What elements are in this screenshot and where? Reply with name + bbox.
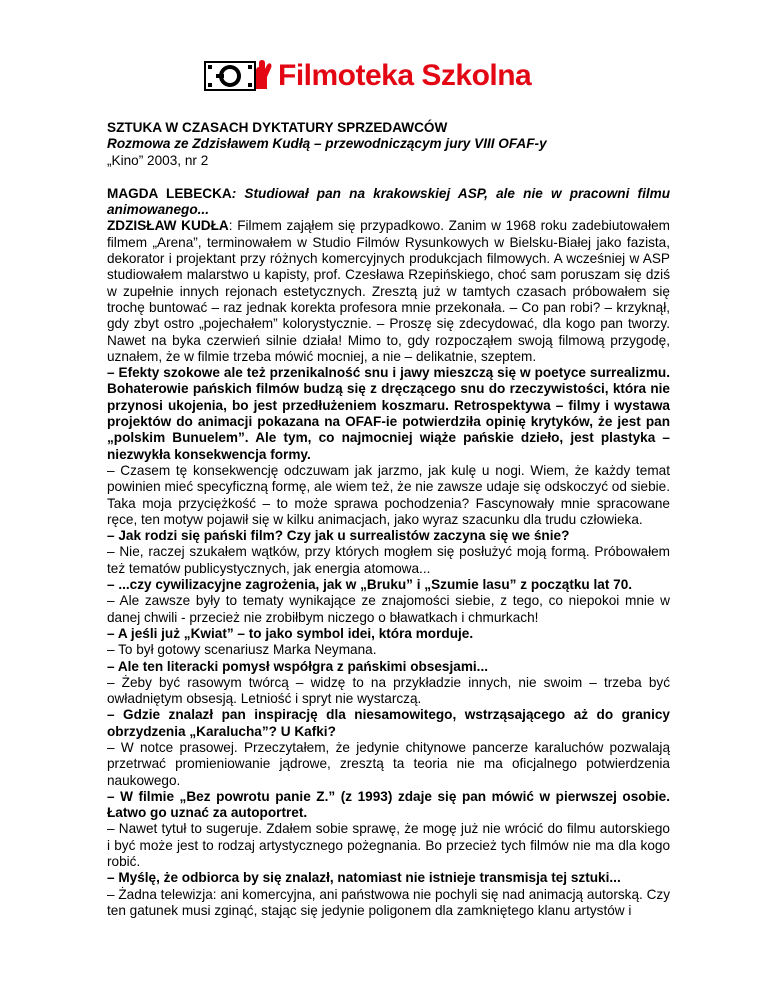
answer: – Czasem tę konsekwencję odczuwam jak jarzmo, jak kulę u nogi. Wiem, że każdy temat powinien mieć specyficzną formę, ale wiem też, że nie zawsze udaje się odskoczyć od siebie. Taka moja przyciężkość – to może sprawa pochodzenia? Fascynowały mnie spracowane ręce, ten motyw pojawił się w kilku animacjach, jako wyraz szacunku dla trudu człowieka. <box>107 462 670 527</box>
answer-1 <box>107 218 670 365</box>
question: – Jak rodzi się pański film? Czy jak u surrealistów zaczyna się we śnie? <box>107 528 570 544</box>
question: – W filmie „Bez powrotu panie Z.” (z 1993) zdaje się pan mówić w pierwszej osobie. Łatwo go uznać za autoportret. <box>107 788 670 821</box>
film-reel-hand-icon <box>204 59 276 93</box>
article-subtitle: Rozmowa ze Zdzisławem Kudłą – przewodniczącym jury VIII OFAF-y <box>107 136 547 152</box>
article <box>107 120 670 919</box>
article-source: „Kino” 2003, nr 2 <box>107 152 209 168</box>
answer: – Ale zawsze były to tematy wynikające ze znajomości siebie, z tego, co niepokoi mnie w danej chwili - przecież nie zrobiłbym niczego o bławatkach i chmurkach! <box>107 593 670 625</box>
answer: – To był gotowy scenariusz Marka Neymana. <box>107 642 377 658</box>
answer: – W notce prasowej. Przeczytałem, że jedynie chitynowe pancerze karaluchów pozwalają przetrwać promieniowanie jądrowe, zresztą ta teoria nie ma oficjalnego potwierdzenia naukowego. <box>107 739 670 788</box>
speaker-name: ZDZISŁAW KUDŁA <box>107 218 229 234</box>
question: – A jeśli już „Kwiat” – to jako symbol idei, która morduje. <box>107 625 474 641</box>
question: – Efekty szokowe ale też przenikalność snu i jawy mieszczą się w poetyce surrealizmu. Bohaterowie pańskich filmów budzą się z dręczącego snu do rzeczywistości, która nie przynosi ukojenia, bo jest przedłużeniem koszmaru. Retrospektywa – filmy i wystawa projektów do animacji pokazana na OFAF-ie potwierdziła opinię krytyków, że jest pan „polskim Bunuelem”. Ale tym, co najmocniej wiąże pańskie dzieło, jest plastyka – niezwykła konsekwencja formy. <box>107 365 670 462</box>
speaker-name: MAGDA LEBECKA <box>107 185 232 201</box>
question-text: : Studiował pan na krakowskiej ASP, ale nie w pracowni filmu animowanego... <box>107 185 671 218</box>
question: – Myślę, że odbiorca by się znalazł, natomiast nie istnieje transmisja tej sztuki... <box>107 870 621 886</box>
question: – Gdzie znalazł pan inspirację dla niesamowitego, wstrząsającego aż do granicy obrzydzenia „Karalucha”? U Kafki? <box>107 707 670 739</box>
question: – ...czy cywilizacyjne zagrożenia, jak w „Bruku” i „Szumie lasu” z początku lat 70. <box>107 577 633 593</box>
answer: – Żeby być rasowym twórcą – widzę to na przykładzie innych, nie swoim – trzeba być owładniętym obsesją. Letniość i spryt nie wystarczą. <box>107 674 670 707</box>
question: – Ale ten literacki pomysł współgra z pańskimi obsesjami... <box>107 658 489 674</box>
answer: – Nawet tytuł to sugeruje. Zdałem sobie sprawę, że mogę już nie wrócić do filmu autorskiego i być może jest to rodzaj artystycznego pożegnania. Bo przecież tych filmów nie ma dla kogo robić. <box>107 821 670 870</box>
article-title: SZTUKA W CZASACH DYKTATURY SPRZEDAWCÓW <box>107 120 448 135</box>
answer: – Nie, raczej szukałem wątków, przy których mogłem się posłużyć moją formą. Próbowałem też tematów publicystycznych, jak energia atomowa... <box>107 544 670 576</box>
answer-text: : Filmem zająłem się przypadkowo. Zanim w 1968 roku zadebiutowałem filmem „Arena”, terminowałem w Studio Filmów Rysunkowych w Bielsku-Białej jako fazista, dekorator i projektant przy różnych komercyjnych produkcjach filmowych. A wcześniej w ASP studiowałem malarstwo u kapisty, prof. Czesława Rzepińskiego, choć sam poruszam się dziś w zupełnie innych rejonach estetycznych. Zresztą już w tamtych czasach próbowałem się trochę buntować – raz jednak korekta profesora mnie przekonała. – Co pan robi? – krzyknął, gdy zbyt ostro „pojechałem” kolorystycznie. – Proszę się zdecydować, dla kogo pan tworzy. Nawet na byka czerwień silnie działa! Mimo to, gdy rozpocząłem swoją filmową przygodę, uznałem, że w filmie trzeba mówić mocniej, a nie – delikatnie, szeptem. <box>107 218 670 364</box>
logo-text: Filmoteka Szkolna <box>278 59 532 92</box>
filmoteka-logo <box>204 56 531 96</box>
question-1 <box>107 186 670 219</box>
answer: – Żadna telewizja: ani komercyjna, ani państwowa nie pochyli się nad animacją autorską. Czy ten gatunek musi zginąć, stając się jedynie poligonem dla zamkniętego klanu artystów i <box>107 886 670 918</box>
